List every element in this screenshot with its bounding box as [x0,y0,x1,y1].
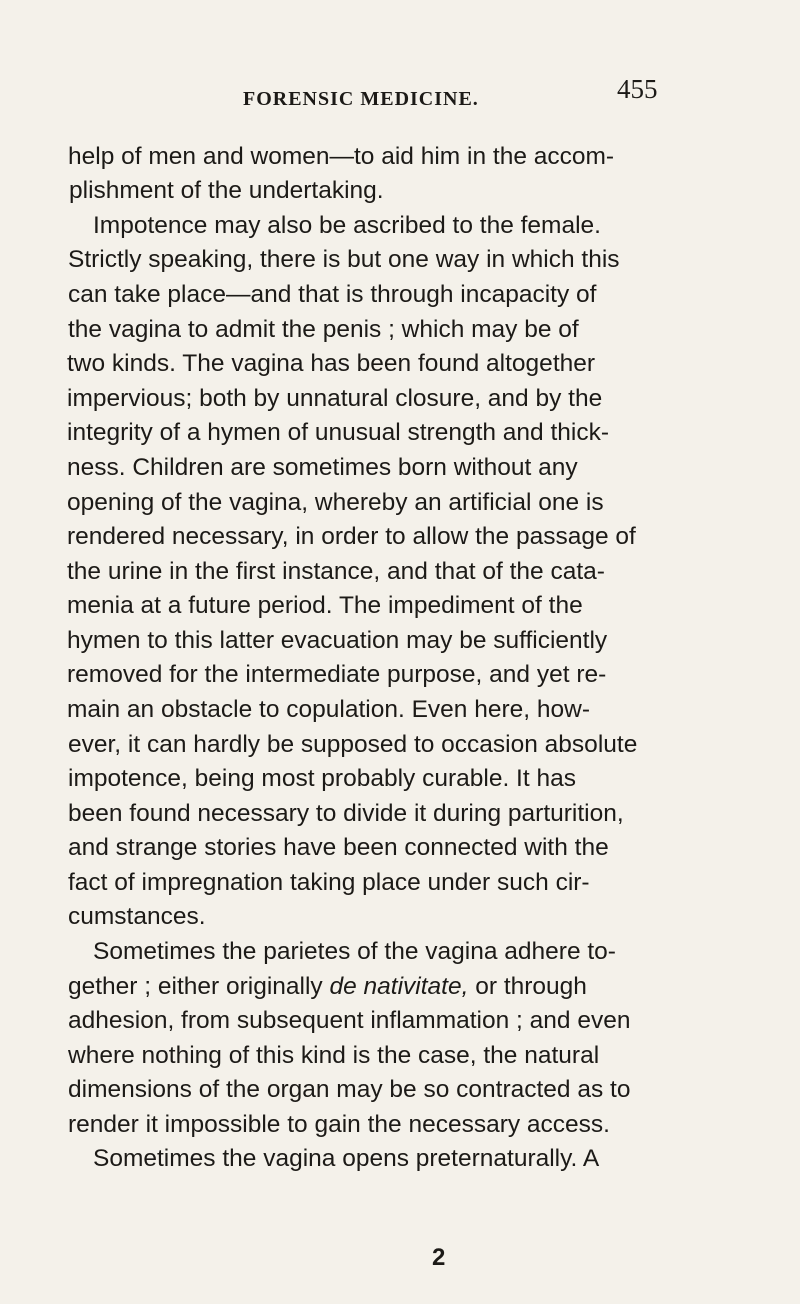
text-line: Sometimes the parietes of the vagina adhere to- [93,938,616,965]
text-line: the urine in the first instance, and that of the cata- [67,558,605,585]
text-line: and strange stories have been connected with the [68,834,609,861]
text-line: removed for the intermediate purpose, and yet re- [67,661,607,688]
text-line: help of men and women—to aid him in the accom- [68,143,615,170]
text-line: fact of impregnation taking place under such cir- [68,869,590,896]
text-line: rendered necessary, in order to allow the passage of [67,523,636,550]
text-line: Sometimes the vagina opens preternaturally. A [93,1145,600,1172]
signature-mark: 2 [432,1244,446,1271]
text-line: cumstances. [68,903,206,930]
text-line: render it impossible to gain the necessary access. [68,1111,610,1138]
text-line: ever, it can hardly be supposed to occasion absolute [68,731,638,758]
text-segment: or through [468,973,587,1000]
text-line: menia at a future period. The impediment of the [67,592,583,619]
text-line: main an obstacle to copulation. Even here, how- [67,696,590,723]
text-line: can take place—and that is through incapacity of [68,281,597,308]
text-segment: gether ; either originally [68,973,330,1000]
text-line: impotence, being most probably curable. It has [68,765,576,792]
latin-phrase: de nativitate, [329,973,469,1000]
text-line: two kinds. The vagina has been found altogether [67,350,596,377]
text-line: the vagina to admit the penis ; which may be of [68,316,579,343]
text-line [68,975,587,1000]
text-line: impervious; both by unnatural closure, and by the [67,385,603,412]
text-line: been found necessary to divide it during parturition, [68,800,624,827]
text-line: plishment of the undertaking. [69,177,384,204]
text-line: where nothing of this kind is the case, the natural [68,1042,600,1069]
text-line: ness. Children are sometimes born without any [67,454,578,481]
running-title: FORENSIC MEDICINE. [243,88,479,110]
text-line: hymen to this latter evacuation may be sufficiently [67,627,608,654]
text-line: Impotence may also be ascribed to the female. [93,212,601,239]
text-line: opening of the vagina, whereby an artificial one is [67,489,604,516]
page-number: 455 [617,74,658,104]
text-line: dimensions of the organ may be so contracted as to [68,1076,631,1103]
text-line: Strictly speaking, there is but one way in which this [68,246,620,273]
text-line: adhesion, from subsequent inflammation ; and even [68,1007,631,1034]
text-line: integrity of a hymen of unusual strength and thick- [67,419,610,446]
